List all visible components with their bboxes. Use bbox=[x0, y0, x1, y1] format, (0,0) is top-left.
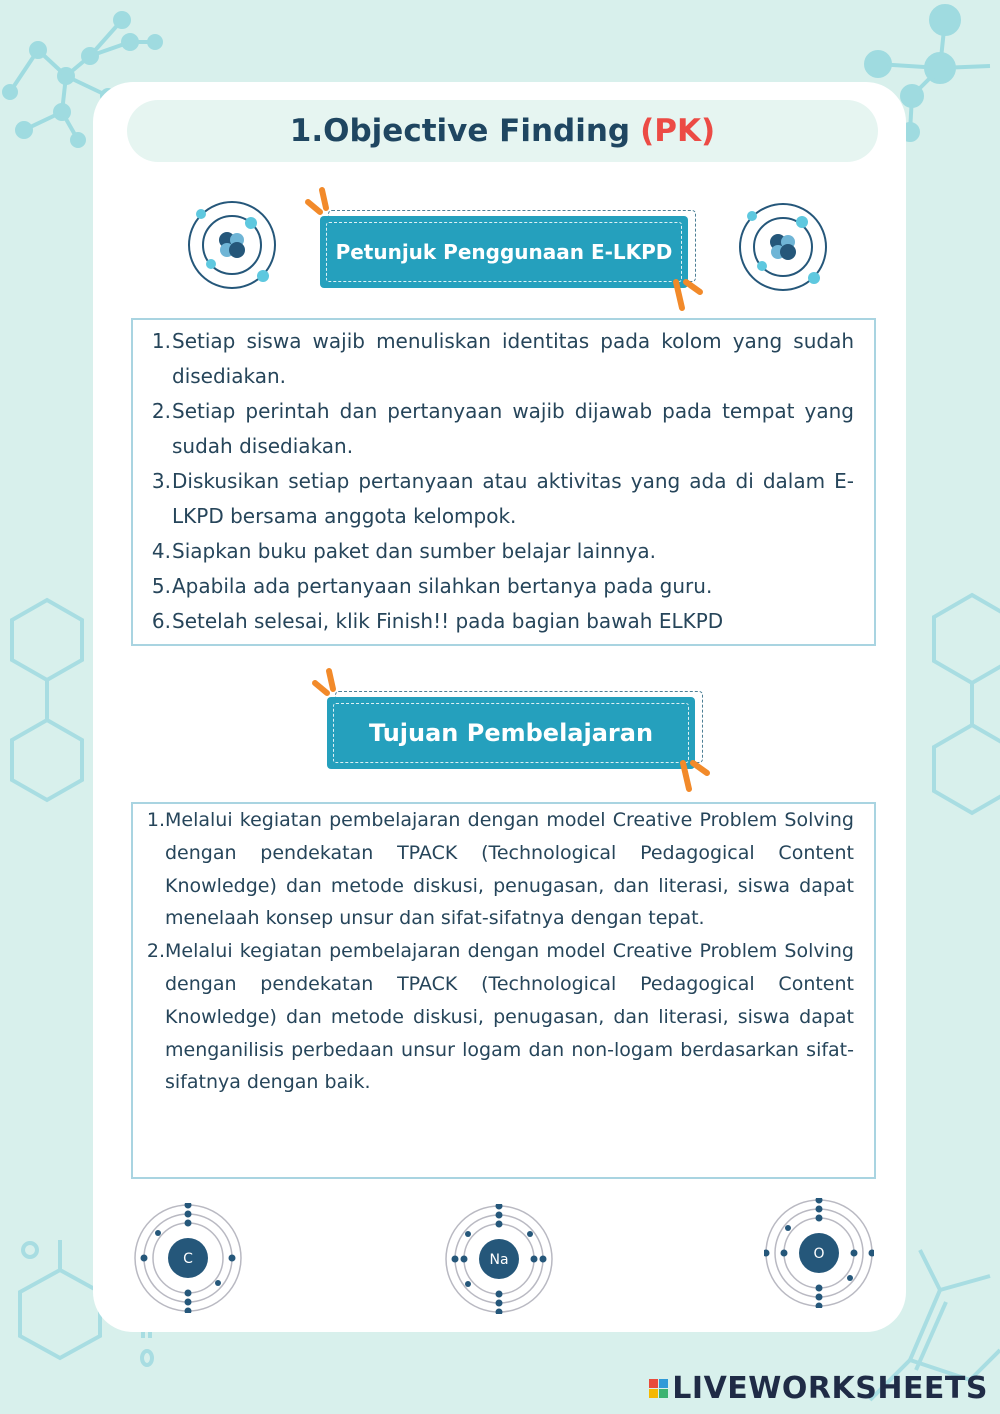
objectives-list bbox=[141, 804, 854, 1099]
list-item: 2. Melalui kegiatan pembelajaran dengan model Creative Problem Solving dengan pendekatan TPACK (Technological Pedagogical Content Knowledge) dan metode diskusi, penugasan, dan literasi, siswa dapat menganilisis perbedaan unsur logam dan non-logam berdasarkan sifat-sifatnya dengan baik. bbox=[146, 940, 854, 1094]
instructions-heading-text: Petunjuk Penggunaan E-LKPD bbox=[335, 240, 673, 264]
oxygen-atom-diagram bbox=[764, 1198, 874, 1308]
atom-symbol-c: C bbox=[183, 1251, 193, 1267]
spark-icon bbox=[677, 755, 717, 795]
sodium-atom-diagram bbox=[444, 1204, 554, 1314]
instructions-list bbox=[143, 324, 854, 639]
list-item: 3. Diskusikan setiap pertanyaan atau aktivitas yang ada di dalam E-LKPD bersama anggota kelompok. bbox=[151, 469, 854, 528]
liveworksheets-logo-icon bbox=[649, 1379, 668, 1398]
liveworksheets-logo bbox=[649, 1371, 988, 1406]
instructions-box bbox=[131, 318, 876, 646]
objectives-heading bbox=[327, 697, 695, 769]
title-accent: (PK) bbox=[640, 113, 716, 149]
spark-icon bbox=[311, 667, 351, 707]
brand-text: LIVEWORKSHEETS bbox=[672, 1371, 988, 1406]
title-text: 1.Objective Finding bbox=[289, 113, 631, 149]
list-item: 6. Setelah selesai, klik Finish!! pada bagian bawah ELKPD bbox=[151, 609, 724, 633]
atom-symbol-o: O bbox=[813, 1246, 825, 1262]
list-item: 2. Setiap perintah dan pertanyaan wajib dijawab pada tempat yang sudah disediakan. bbox=[151, 399, 854, 458]
atom-symbol-na: Na bbox=[489, 1252, 509, 1268]
objectives-heading-text: Tujuan Pembelajaran bbox=[368, 719, 654, 747]
list-item: 1. Melalui kegiatan pembelajaran dengan model Creative Problem Solving dengan pendekatan TPACK (Technological Pedagogical Content Knowledge) dan metode diskusi, penugasan, dan literasi, siswa dapat menelaah konsep unsur dan sifat-sifatnya dengan tepat. bbox=[146, 809, 854, 930]
atom-icon-right bbox=[736, 200, 830, 294]
list-item: 5. Apabila ada pertanyaan silahkan bertanya pada guru. bbox=[151, 574, 713, 598]
carbon-atom-diagram bbox=[133, 1203, 243, 1313]
list-item: 1. Setiap siswa wajib menuliskan identitas pada kolom yang sudah disediakan. bbox=[151, 329, 854, 388]
objectives-box bbox=[131, 802, 876, 1179]
spark-icon bbox=[304, 186, 344, 226]
spark-icon bbox=[670, 274, 710, 314]
benzene-decoration-left bbox=[0, 590, 100, 820]
benzene-decoration-right bbox=[910, 585, 1000, 825]
page-title bbox=[127, 100, 878, 162]
instructions-heading bbox=[320, 216, 688, 288]
list-item: 4. Siapkan buku paket dan sumber belajar lainnya. bbox=[151, 539, 656, 563]
atom-icon-left bbox=[185, 198, 279, 292]
